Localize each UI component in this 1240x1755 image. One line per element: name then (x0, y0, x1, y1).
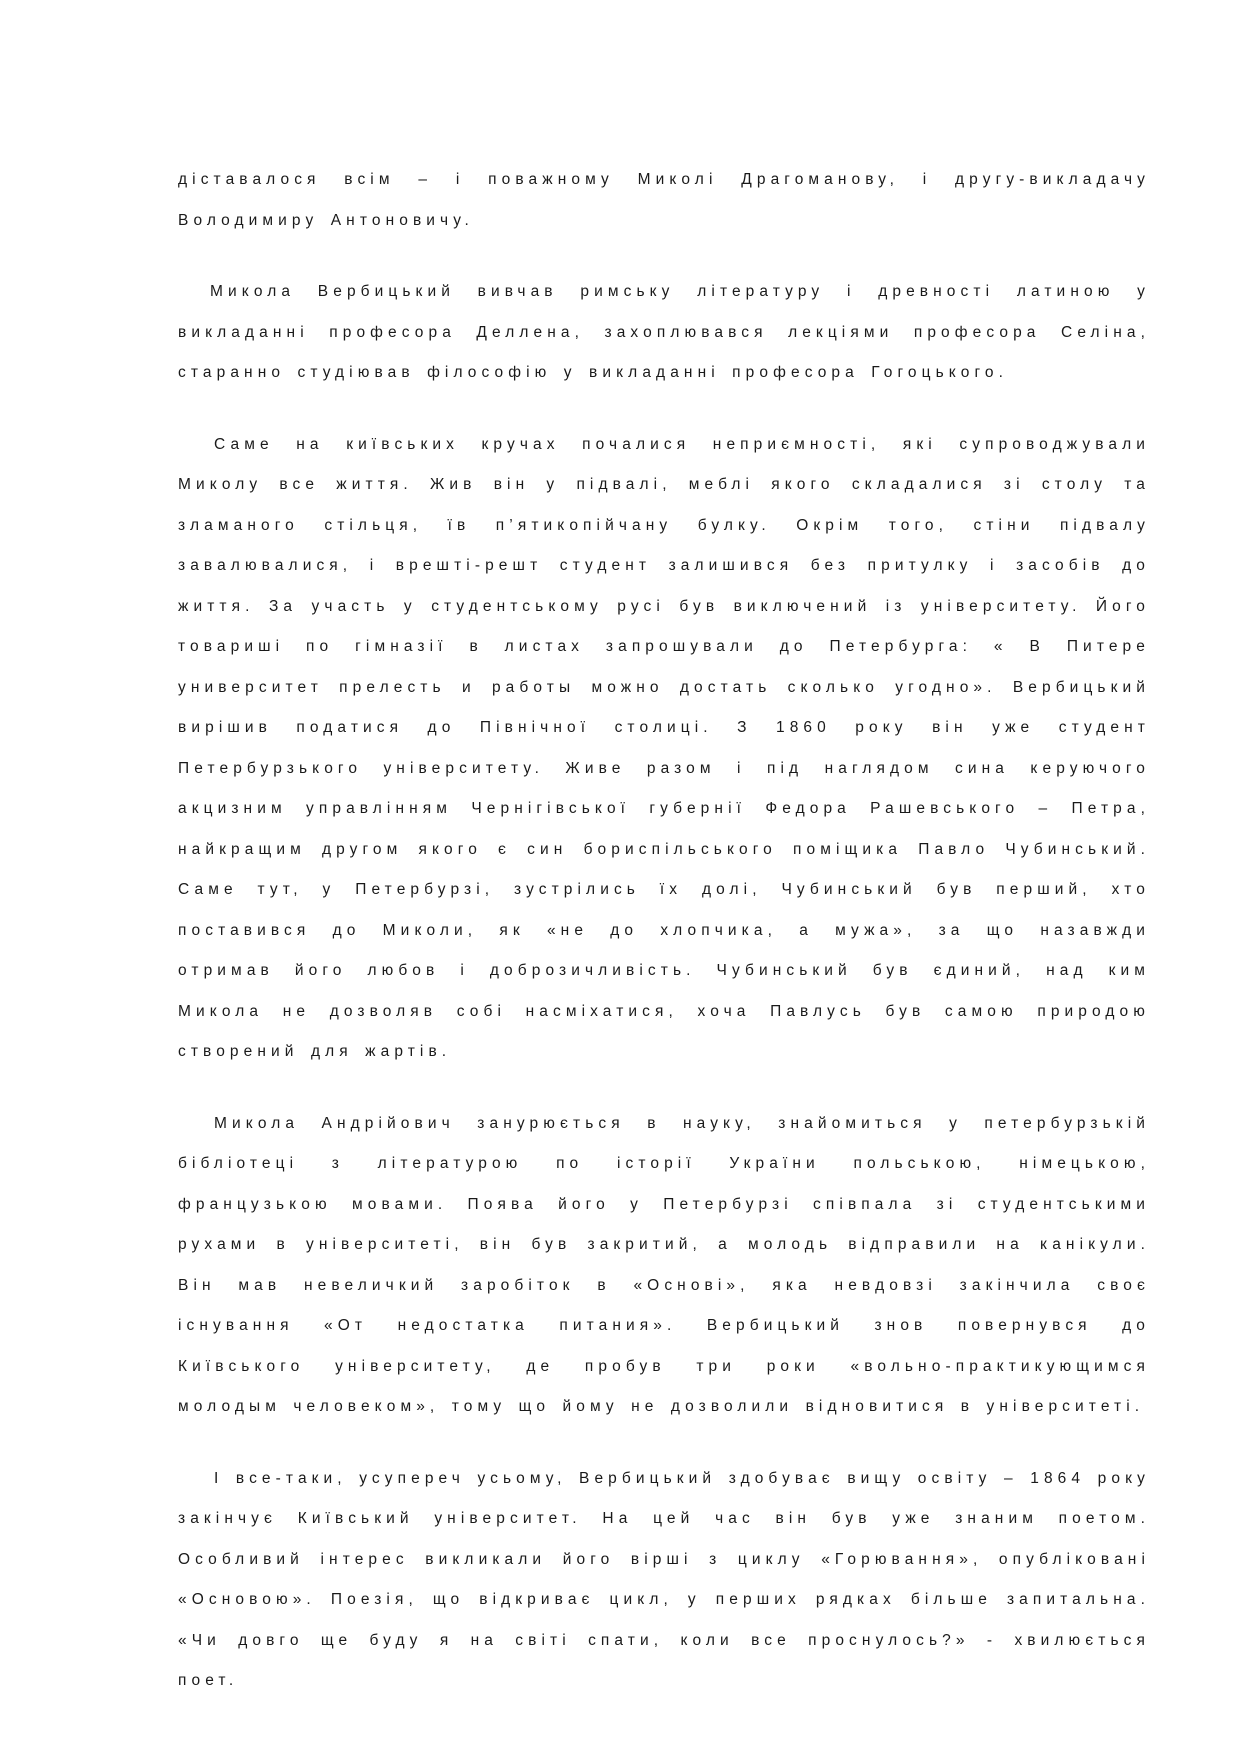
paragraph-kyiv-troubles: Саме на київських кручах почалися неприємності, які супроводжували Миколу все життя. Жив він у підвалі, меблі якого складалися зі столу та зламаного стільця, їв п’ятикопійчану булку. Окрім того, стіни підвалу завалювалися, і врешті-решт студент залишився без притулку і засобів до життя. За участь у студентському русі був виключений із університету. Його товариші по гімназії в листах запрошували до Петербурга: « В Питере университет прелесть и работы можно достать сколько угодно». Вербицький вирішив податися до Північної столиці. З 1860 року він уже студент Петербурзького університету. Живе разом і під наглядом сина керуючого акцизним управлінням Чернігівської губернії Федора Рашевського – Петра, найкращим другом якого є син бориспільського поміщика Павло Чубинський. Саме тут, у Петербурзі, зустрілись їх долі, Чубинський був перший, хто поставився до Миколи, як «не до хлопчика, а мужа», за що назавжди отримав його любов і доброзичливість. Чубинський був єдиний, над ким Микола не дозволяв собі насміхатися, хоча Павлусь був самою природою створений для жартів. (178, 435, 1150, 1060)
document-page (178, 160, 1150, 1720)
paragraph-education: І все-таки, усупереч усьому, Вербицький здобуває вищу освіту – 1864 року закінчує Київський університет. На цей час він був уже знаним поетом. Особливий інтерес викликали його вірші з циклу «Горювання», опубліковані «Основою». Поезія, що відкриває цикл, у перших рядках більше запитальна. «Чи довго ще буду я на світі спати, коли все проснулось?» - хвилюється поет. (178, 1469, 1150, 1689)
paragraph-verbytsky-studies: Микола Вербицький вивчав римську літературу і древності латиною у викладанні професора Деллена, захоплювався лекціями професора Селіна, старанно студіював філософію у викладанні професора Гогоцького. (178, 283, 1150, 381)
paragraph-continuation: діставалося всім – і поважному Миколі Драгоманову, і другу-викладачу Володимиру Антоновичу. (178, 171, 1150, 229)
paragraph-science: Микола Андрійович занурюється в науку, знайомиться у петербурзькій бібліотеці з літературою по історії України польською, німецькою, французькою мовами. Поява його у Петербурзі співпала зі студентськими рухами в університеті, він був закритий, а молодь відправили на канікули. Він мав невеличкий заробіток в «Основі», яка невдовзі закінчила своє існування «От недостатка питания». Вербицький знов повернувся до Київського університету, де пробув три роки «вольно-практикующимся молодым человеком», тому що йому не дозволили відновитися в університеті. (178, 1114, 1150, 1415)
